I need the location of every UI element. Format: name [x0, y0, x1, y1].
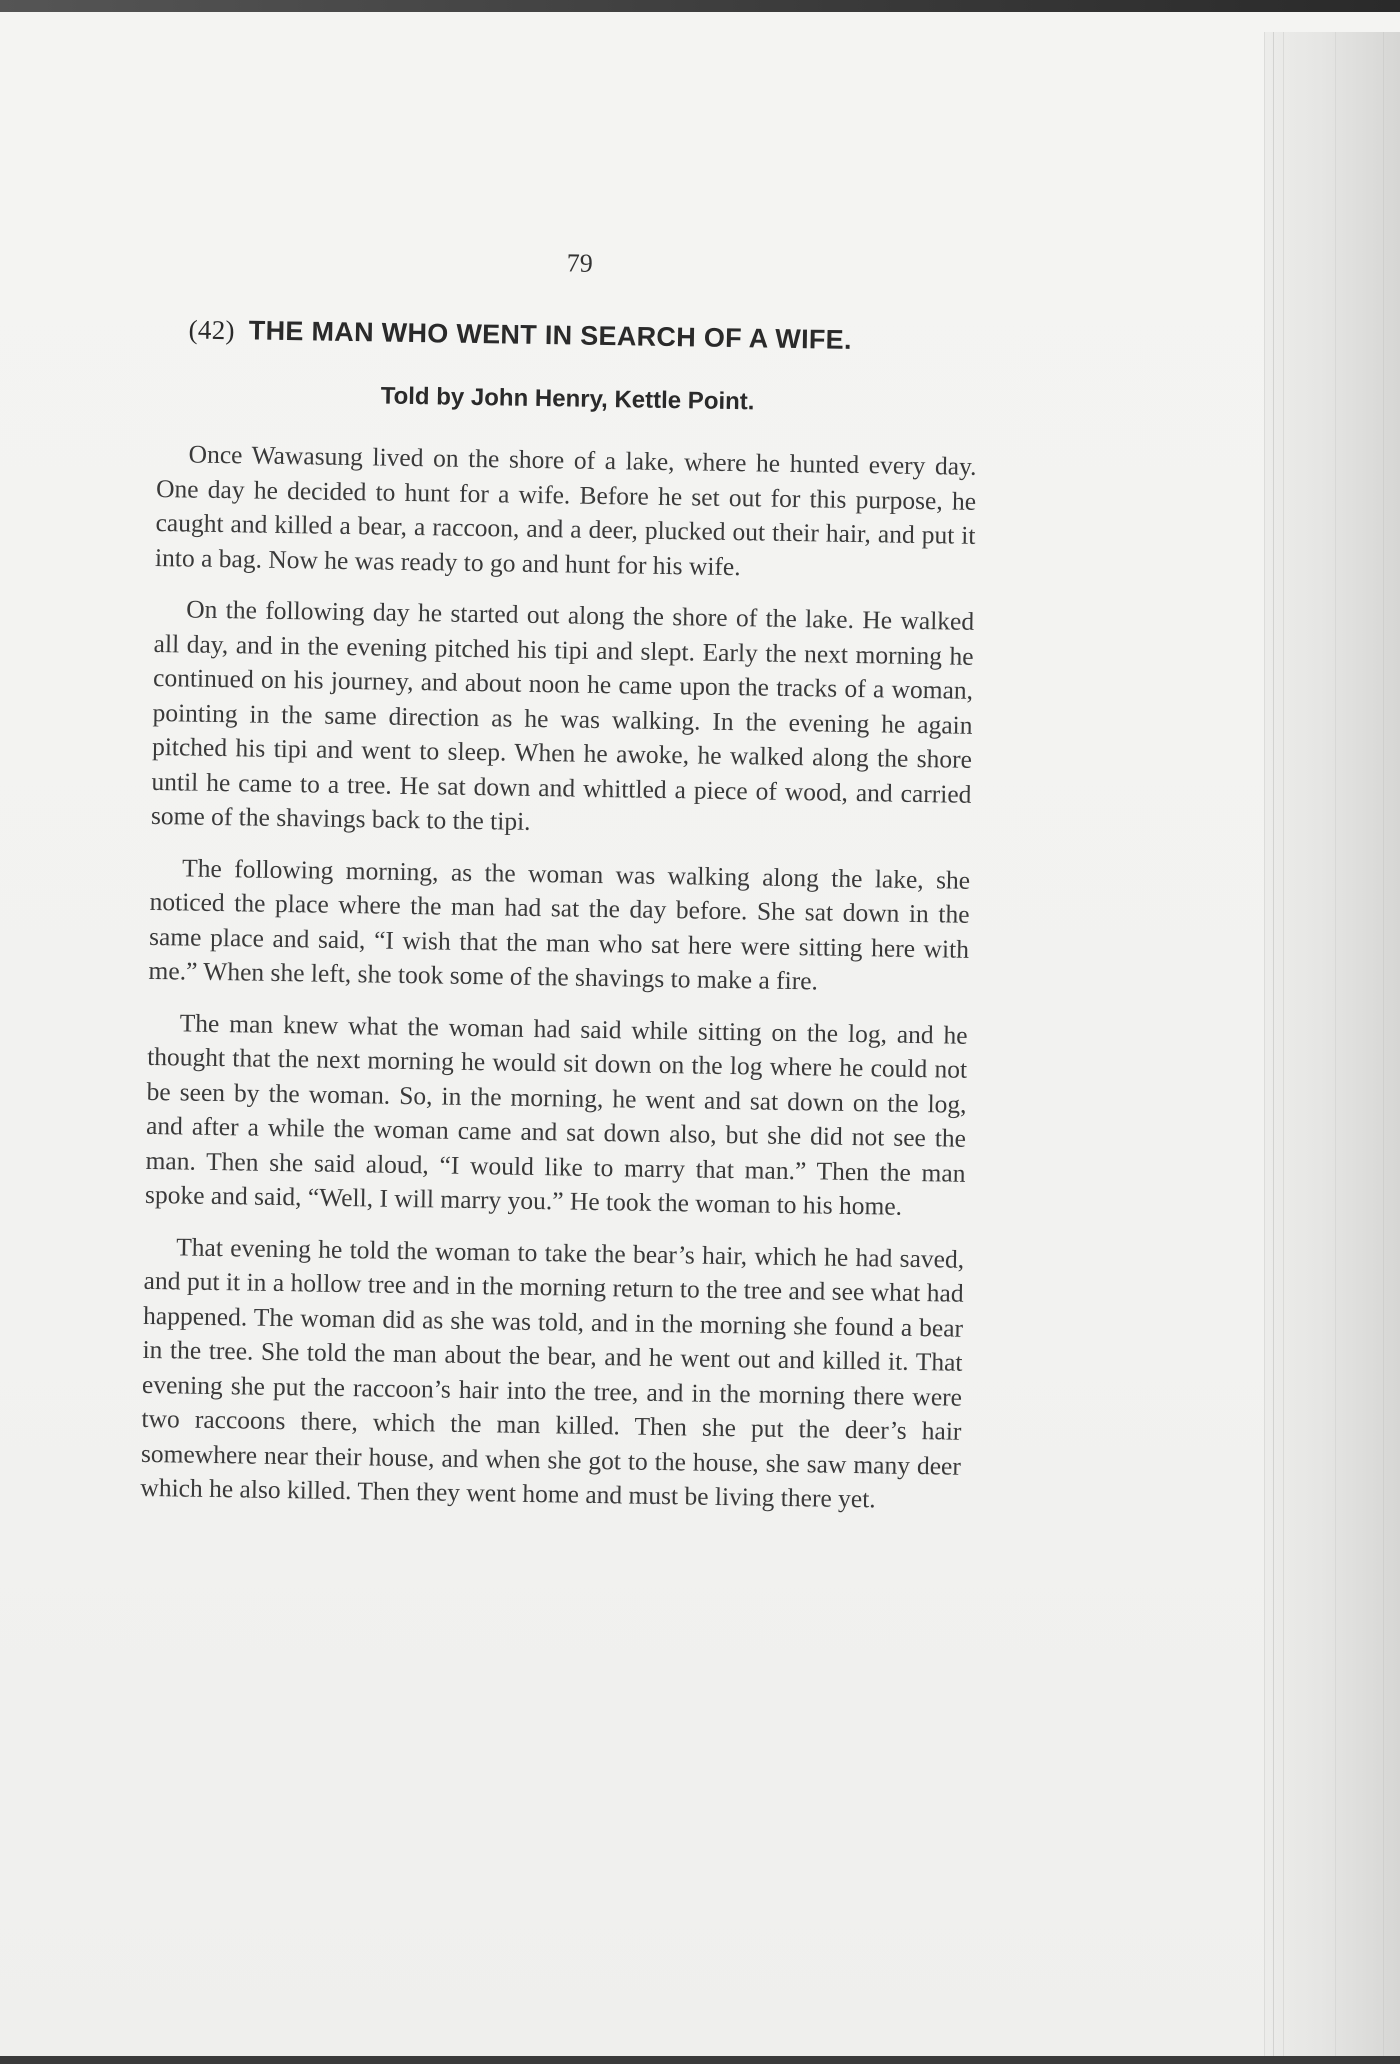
- scan-bottom-edge: [0, 2056, 1400, 2064]
- story-attribution: Told by John Henry, Kettle Point.: [380, 382, 755, 416]
- paragraph-3: The following morning, as the woman was walking along the lake, she noticed the place where the man had sat the day before. She sat down in the same place and said, “I wish that the man who sat here were sitting here with me.” When she left, she took some of the shavings to make a fire.: [148, 852, 971, 996]
- page-stack-edge: [1264, 32, 1400, 2062]
- page-edge-line: [1335, 32, 1336, 2062]
- book-page: [0, 12, 1400, 2064]
- page-edge-line: [1283, 32, 1284, 2062]
- story-number: (42): [188, 314, 236, 346]
- paragraph-5: That evening he told the woman to take the bear’s hair, which he had saved, and put it in a hollow tree and in the morning return to the tree and see what had happened. The woman did as she was told, and in the morning she found a bear in the tree. She told the man about the bear, and he went out and killed it. That evening she put the raccoon’s hair into the tree, and in the morning there were two raccoons there, which the man killed. Then she put the deer’s hair somewhere near their house, and when she got to the house, she saw many deer which he also killed. Then they went home and must be living there yet.: [140, 1231, 965, 1514]
- page-content: [140, 242, 980, 1535]
- paragraph-4: The man knew what the woman had said while sitting on the log, and he thought that the next morning he would sit down on the log where he could not be seen by the woman. So, in the morning, he went and sat down on the log, and after a while the woman came and sat down also, but she did not see the man. Then she said aloud, “I would like to marry that man.” Then the man spoke and said, “Well, I will marry you.” He took the woman to his home.: [144, 1007, 968, 1221]
- page-edge-line: [1273, 32, 1274, 2062]
- story-title-text: THE MAN WHO WENT IN SEARCH OF A WIFE.: [248, 315, 853, 355]
- page-edge-line: [1383, 32, 1384, 2062]
- paragraph-2: On the following day he started out along the shore of the lake. He walked all day, and in the evening pitched his tipi and slept. Early the next morning he continued on his journey, and about noon he came upon the tracks of a woman, pointing in the same direction as he was walking. In the evening he again pitched his tipi and went to sleep. When he awoke, he walked along the shore until he came to a tree. He sat down and whittled a piece of wood, and carried some of the shavings back to the tipi.: [150, 594, 975, 836]
- paragraph-1: Once Wawasung lived on the shore of a lake, where he hunted every day. One day he decided to hunt for a wife. Before he set out for this purpose, he caught and killed a bear, a raccoon, and a deer, plucked out their hair, and put it into a bag. Now he was ready to go and hunt for his wife.: [154, 439, 977, 581]
- page-number: 79: [566, 248, 593, 278]
- story-title: [188, 314, 978, 357]
